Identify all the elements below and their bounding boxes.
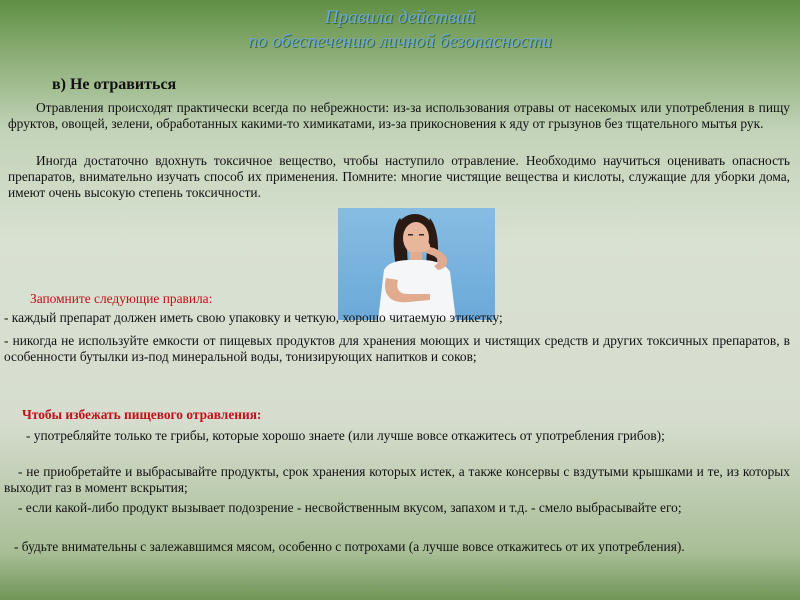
paragraph-1: Отравления происходят практически всегда по небрежности: из-за использования отравы от насекомых или употребления в пищу фруктов, овощей, зелени, обработанных какими-то химикатами, из-за прикосновения к яду от грызунов без тщательного мытья рук.: [8, 100, 790, 131]
rules-item-1: - каждый препарат должен иметь свою упаковку и четкую, хорошо читаемую этикетку;: [4, 310, 503, 325]
food-item-1: - употребляйте только те грибы, которые хорошо знаете (или лучше вовсе откажитесь от употребления грибов);: [26, 428, 665, 443]
rules-heading: Запомните следующие правила:: [30, 291, 213, 306]
woman-illustration: [338, 208, 495, 320]
title-line-2: по обеспечению личной безопасности: [248, 31, 552, 52]
title-line-1: Правила действий: [324, 7, 476, 28]
food-item-3: - если какой-либо продукт вызывает подозрение - несвойственным вкусом, запахом и т.д. - смело выбрасывайте его;: [18, 500, 682, 515]
section-heading: в) Не отравиться: [52, 76, 177, 93]
food-item-2: - не приобретайте и выбрасывайте продукты, срок хранения которых истек, а также консервы с вздутыми крышками и те, из которых выходит газ в момент вскрытия;: [4, 464, 790, 495]
slide-title: [0, 6, 800, 54]
food-item-4: - будьте внимательны с залежавшимся мясом, особенно с потрохами (а лучше вовсе откажитесь от их употребления).: [14, 539, 685, 554]
food-heading: Чтобы избежать пищевого отравления:: [22, 407, 262, 422]
paragraph-2: Иногда достаточно вдохнуть токсичное вещество, чтобы наступило отравление. Необходимо научиться оценивать опасность препаратов, внимательно изучать способ их применения. Помните: многие чистящие вещества и кислоты, служащие для уборки дома, имеют очень высокую степень токсичности.: [8, 153, 790, 200]
woman-nausea-photo: [338, 208, 495, 320]
rules-item-2: - никогда не используйте емкости от пищевых продуктов для хранения моющих и чистящих средств и других токсичных препаратов, в особенности бутылки из-под минеральной воды, тонизирующих напитков и соков;: [4, 333, 790, 364]
